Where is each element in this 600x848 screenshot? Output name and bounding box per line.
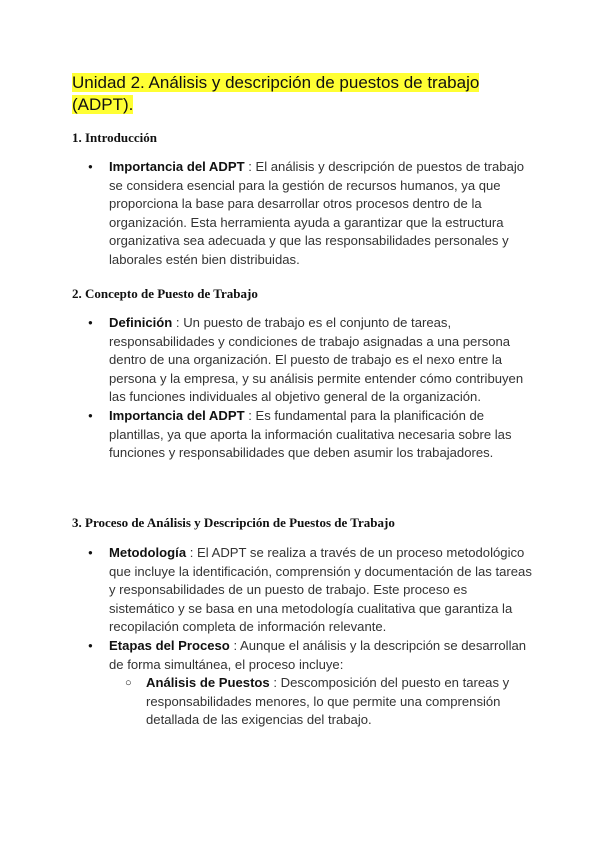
section-heading-concepto: 2. Concepto de Puesto de Trabajo	[72, 286, 258, 301]
document-title: Unidad 2. Análisis y descripción de puestos de trabajo (ADPT).	[72, 73, 480, 114]
section-list-concepto	[72, 314, 532, 463]
list-item: ● Etapas del Proceso : Aunque el análisis y la descripción se desarrollan de forma simultánea, el proceso incluye: ○ Análisis de Puestos : Descomposición del puesto en tareas y responsabilidades menores, lo que permite una comprensión detallada de las exigencias del trabajo.	[72, 637, 532, 730]
list-item: ● Metodología : El ADPT se realiza a través de un proceso metodológico que incluye la identificación, comprensión y documentación de las tareas y responsabilidades de un puesto de trabajo. Este proceso es sistemático y se basa en una metodología cualitativa que garantiza la recopilación completa de información relevante.	[72, 544, 532, 637]
sub-list	[109, 674, 532, 730]
list-item: ● Importancia del ADPT : Es fundamental para la planificación de plantillas, ya que aporta la información cualitativa necesaria sobre las funciones y responsabilidades que deben asumir los trabajadores.	[72, 407, 532, 463]
sub-list-item: ○ Análisis de Puestos : Descomposición del puesto en tareas y responsabilidades menores, lo que permite una comprensión detallada de las exigencias del trabajo.	[109, 674, 532, 730]
list-item: ● Importancia del ADPT : El análisis y descripción de puestos de trabajo se considera esencial para la gestión de recursos humanos, ya que proporciona la base para desarrollar otros procesos dentro de la organización. Esta herramienta ayuda a garantizar que la estructura organizativa sea adecuada y que las responsabilidades personales y laborales estén bien distribuidas.	[72, 158, 532, 270]
section-list-introduccion	[72, 158, 532, 270]
section-heading-introduccion: 1. Introducción	[72, 130, 157, 145]
section-heading-proceso: 3. Proceso de Análisis y Descripción de Puestos de Trabajo	[72, 515, 395, 530]
section-list-proceso	[72, 544, 532, 730]
list-item: ● Definición : Un puesto de trabajo es el conjunto de tareas, responsabilidades y condiciones de trabajo asignadas a una persona dentro de una organización. El puesto de trabajo es el nexo entre la persona y la empresa, y su análisis permite entender cómo contribuyen las funciones individuales al objetivo general de la organización.	[72, 314, 532, 407]
